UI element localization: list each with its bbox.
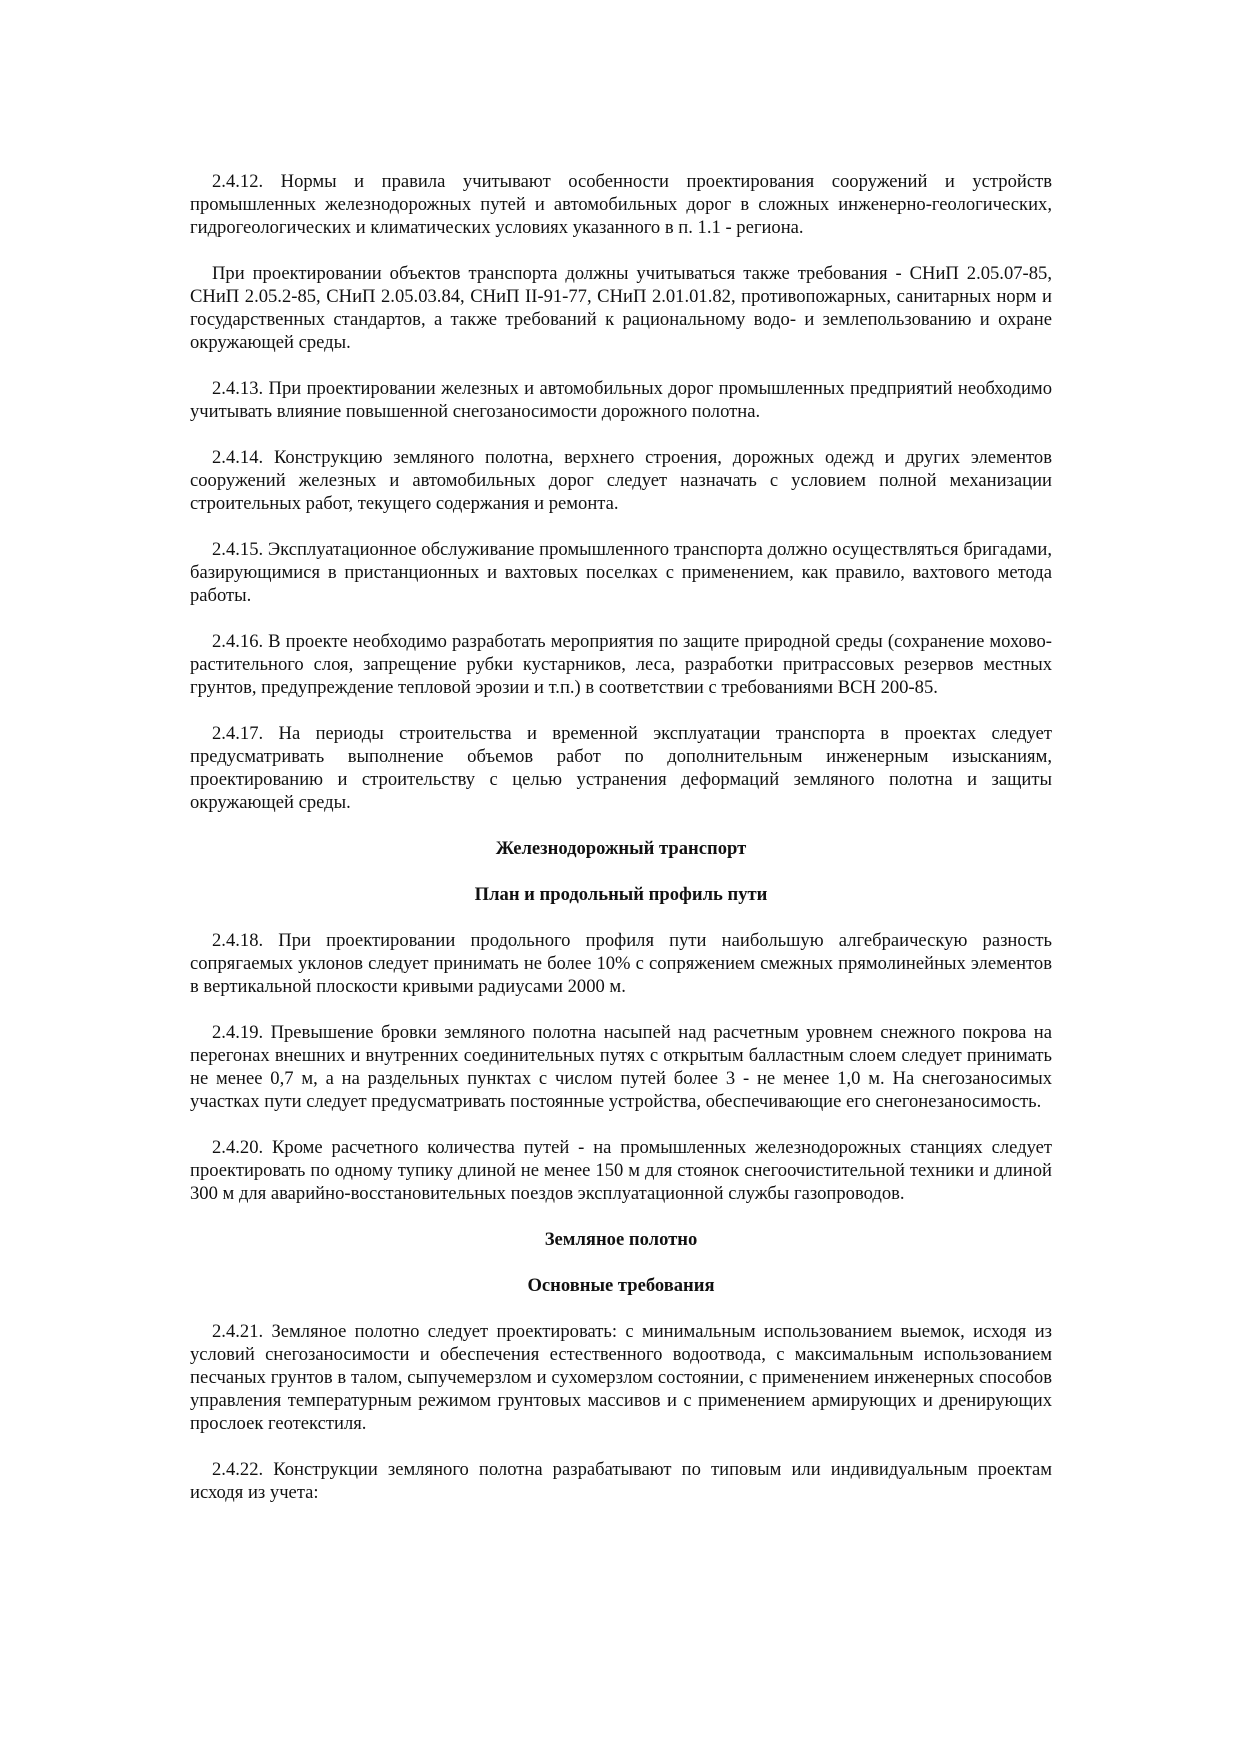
para-2-4-16: 2.4.16. В проекте необходимо разработать мероприятия по защите природной среды (сохранение мохово-растительного слоя, запрещение рубки кустарников, леса, разработки притрассовых резервов местных грунтов, предупреждение тепловой эрозии и т.п.) в соответствии с требованиями ВСН 200-85. — [190, 631, 1052, 698]
para-2-4-21: 2.4.21. Земляное полотно следует проектировать: с минимальным использованием выемок, исходя из условий снегозаносимости и обеспечения естественного водоотвода, с максимальным использованием песчаных грунтов в талом, сыпучемерзлом и сухомерзлом состоянии, с применением инженерных способов управления температурным режимом грунтовых массивов и с применением армирующих и дренирующих прослоек геотекстиля. — [190, 1321, 1052, 1434]
para-2-4-12: 2.4.12. Нормы и правила учитывают особенности проектирования сооружений и устройств промышленных железнодорожных путей и автомобильных дорог в сложных инженерно-геологических, гидрогеологических и климатических условиях указанного в п. 1.1 - региона. — [190, 171, 1052, 238]
para-2-4-18: 2.4.18. При проектировании продольного профиля пути наибольшую алгебраическую разность сопрягаемых уклонов следует принимать не более 10% с сопряжением смежных прямолинейных элементов в вертикальной плоскости кривыми радиусами 2000 м. — [190, 930, 1052, 997]
document-page — [190, 170, 1052, 1527]
para-2-4-15: 2.4.15. Эксплуатационное обслуживание промышленного транспорта должно осуществляться бригадами, базирующимися в пристанционных и вахтовых поселках с применением, как правило, вахтового метода работы. — [190, 539, 1052, 606]
para-2-4-22: 2.4.22. Конструкции земляного полотна разрабатывают по типовым или индивидуальным проектам исходя из учета: — [190, 1459, 1052, 1503]
heading-subgrade: Земляное полотно — [544, 1229, 698, 1250]
heading-basic-requirements: Основные требования — [527, 1275, 715, 1296]
para-2-4-17: 2.4.17. На периоды строительства и временной эксплуатации транспорта в проектах следует предусматривать выполнение объемов работ по дополнительным инженерным изысканиям, проектированию и строительству с целью устранения деформаций земляного полотна и защиты окружающей среды. — [190, 723, 1052, 813]
heading-track-plan-profile: План и продольный профиль пути — [474, 884, 768, 905]
heading-railway-transport: Железнодорожный транспорт — [495, 838, 747, 859]
para-2-4-20: 2.4.20. Кроме расчетного количества путей - на промышленных железнодорожных станциях следует проектировать по одному тупику длиной не менее 150 м для стоянок снегоочистительной техники и длиной 300 м для аварийно-восстановительных поездов эксплуатационной службы газопроводов. — [190, 1137, 1052, 1204]
para-2-4-13: 2.4.13. При проектировании железных и автомобильных дорог промышленных предприятий необходимо учитывать влияние повышенной снегозаносимости дорожного полотна. — [190, 378, 1052, 422]
para-snip-requirements: При проектировании объектов транспорта должны учитываться также требования - СНиП 2.05.07-85, СНиП 2.05.2-85, СНиП 2.05.03.84, СНиП II-91-77, СНиП 2.01.01.82, противопожарных, санитарных норм и государственных стандартов, а также требований к рациональному водо- и землепользованию и охране окружающей среды. — [190, 263, 1052, 353]
para-2-4-14: 2.4.14. Конструкцию земляного полотна, верхнего строения, дорожных одежд и других элементов сооружений железных и автомобильных дорог следует назначать с условием полной механизации строительных работ, текущего содержания и ремонта. — [190, 447, 1052, 514]
para-2-4-19: 2.4.19. Превышение бровки земляного полотна насыпей над расчетным уровнем снежного покрова на перегонах внешних и внутренних соединительных путях с открытым балластным слоем следует принимать не менее 0,7 м, а на раздельных пунктах с числом путей более 3 - не менее 1,0 м. На снегозаносимых участках пути следует предусматривать постоянные устройства, обеспечивающие его снегонезаносимость. — [190, 1022, 1052, 1112]
